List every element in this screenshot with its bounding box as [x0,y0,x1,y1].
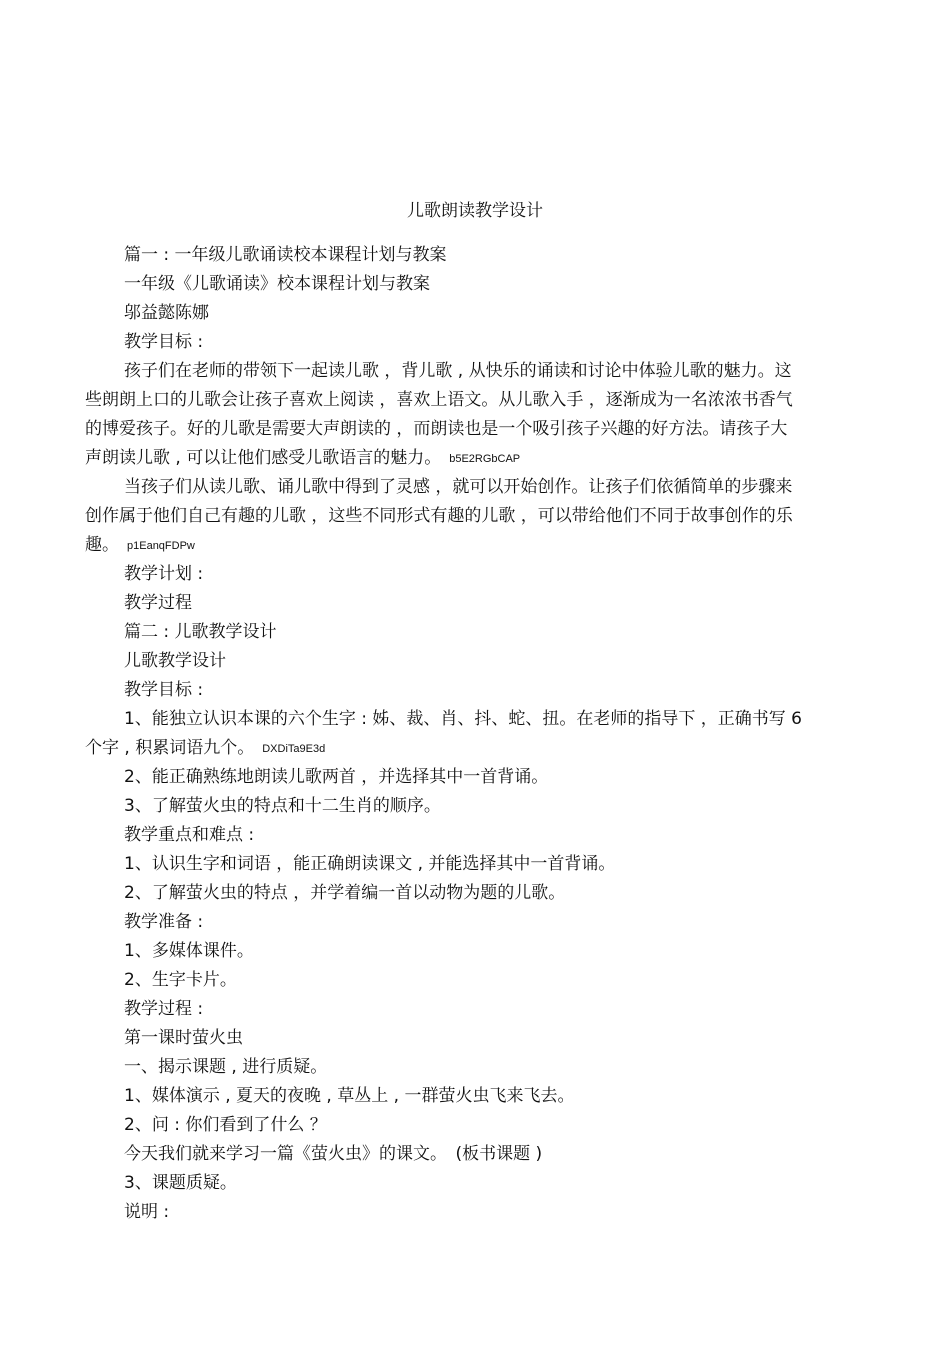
goal-2: 2、能正确熟练地朗读儿歌两首 ，并选择其中一首背诵。 [124,767,549,787]
step-heading-1: 一、揭示课题 , 进行质疑。 [124,1057,328,1077]
lesson-title: 第一课时萤火虫 [124,1028,243,1048]
paragraph-2-text: 趣。 [85,535,119,555]
authors: 邬益懿陈娜 [124,303,209,323]
heading-process-2: 教学过程 : [124,999,204,1019]
paragraph-1-line-4 [85,447,520,470]
heading-key-points: 教学重点和难点 : [124,825,255,845]
watermark-code-2: p1EanqFDPw [127,540,195,552]
goal-3: 3、了解萤火虫的特点和十二生肖的顺序。 [124,796,441,816]
paragraph-2-line-2: 创作属于他们自己有趣的儿歌 ，这些不同形式有趣的儿歌 ，可以带给他们不同于故事创作的乐 [85,506,793,526]
step-1: 1、媒体演示 , 夏天的夜晚 , 草丛上 , 一群萤火虫飞来飞去。 [124,1086,575,1106]
preparation-2: 2、生字卡片。 [124,970,237,990]
paragraph-2-line-3 [85,534,195,557]
paragraph-1-line-3: 的博爱孩子。好的儿歌是需要大声朗读的 ，而朗读也是一个吸引孩子兴趣的好方法。请孩子大 [85,419,788,439]
goal-1-line-2 [85,737,325,760]
section-heading-1: 篇一 : 一年级儿歌诵读校本课程计划与教案 [124,245,447,265]
section-title-2: 儿歌教学设计 [124,651,226,671]
step-3: 3、课题质疑。 [124,1173,237,1193]
paragraph-1-text: 声朗读儿歌 , 可以让他们感受儿歌语言的魅力。 [85,448,442,468]
section-heading-2: 篇二 : 儿歌教学设计 [124,622,277,642]
step-2: 2、问 : 你们看到了什么 ？ [124,1115,327,1135]
preparation-1: 1、多媒体课件。 [124,941,254,961]
heading-preparation: 教学准备 : [124,912,204,932]
paragraph-1-line-1: 孩子们在老师的带领下一起读儿歌 ，背儿歌 , 从快乐的诵读和讨论中体验儿歌的魅力。这 [124,361,792,381]
watermark-code-3: DXDiTa9E3d [262,743,326,755]
key-point-1: 1、认识生字和词语 ，能正确朗读课文 , 并能选择其中一首背诵。 [124,854,616,874]
heading-teaching-process: 教学过程 [124,593,192,613]
paragraph-1-line-2: 些朗朗上口的儿歌会让孩子喜欢上阅读 ，喜欢上语文。从儿歌入手 ，逐渐成为一名浓浓书香气 [85,390,793,410]
heading-teaching-plan: 教学计划 : [124,564,204,584]
document-title: 儿歌朗读教学设计 [407,201,543,221]
goal-1-text: 个字 , 积累词语九个。 [85,738,255,758]
watermark-code-1: b5E2RGbCAP [449,453,521,465]
step-2-note: 今天我们就来学习一篇《萤火虫》的课文。 (板书课题 ) [124,1144,543,1164]
paragraph-2-line-1: 当孩子们从读儿歌、诵儿歌中得到了灵感 ，就可以开始创作。让孩子们依循简单的步骤来 [124,477,793,497]
key-point-2: 2、了解萤火虫的特点 ，并学着编一首以动物为题的儿歌。 [124,883,566,903]
heading-teaching-goals-2: 教学目标 : [124,680,204,700]
explanation-label: 说明 : [124,1202,170,1222]
subtitle: 一年级《儿歌诵读》校本课程计划与教案 [124,274,430,294]
heading-teaching-goals: 教学目标 : [124,332,204,352]
goal-1-line-1: 1、能独立认识本课的六个生字 : 姊、裁、肖、抖、蛇、扭。在老师的指导下 ，正确书写 6 [124,709,802,729]
